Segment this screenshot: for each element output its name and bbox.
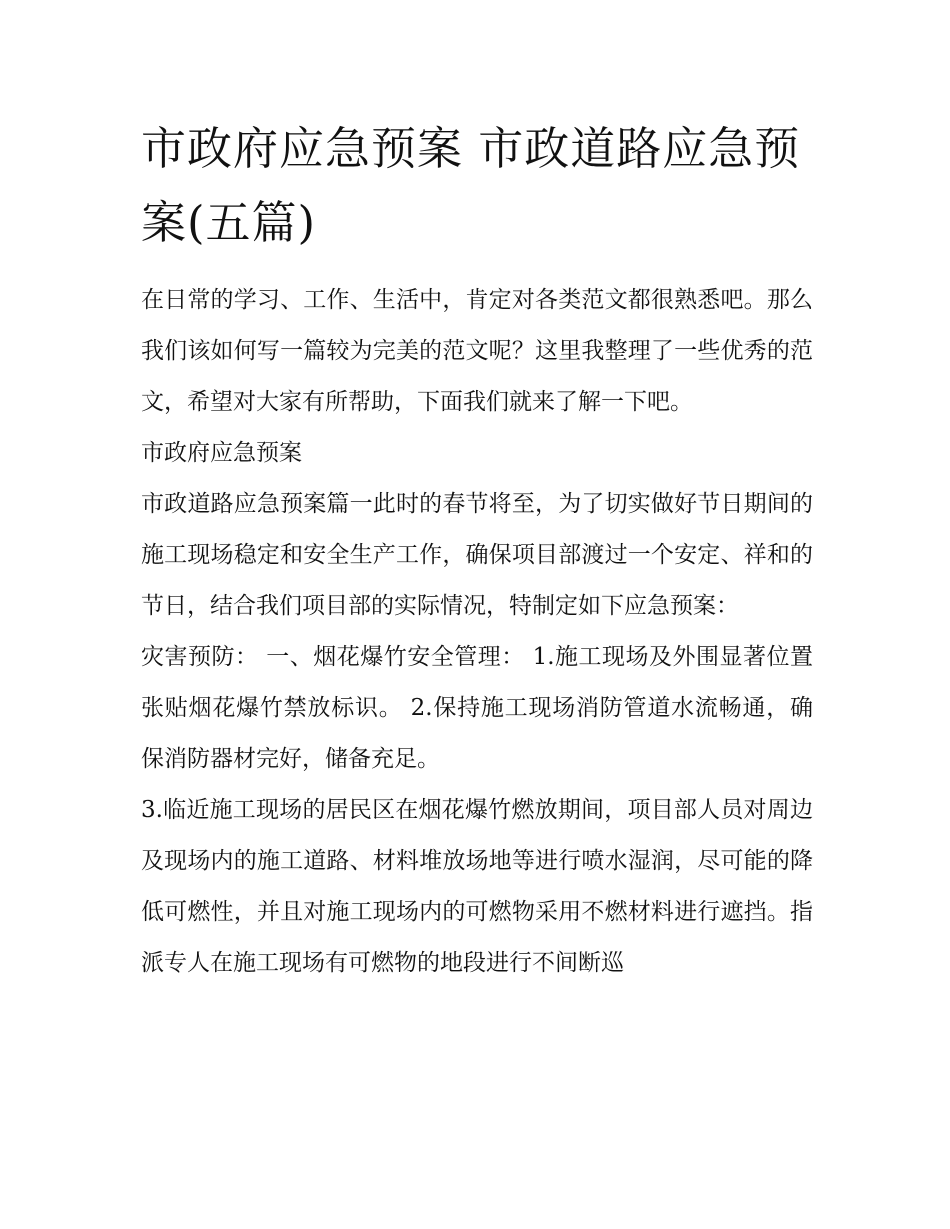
document-title: 市政府应急预案 市政道路应急预案(五篇) <box>141 122 801 249</box>
section-heading: 市政府应急预案 <box>141 440 302 466</box>
document-body <box>141 112 813 989</box>
body-paragraph: 市政道路应急预案篇一此时的春节将至，为了切实做好节日期间的施工现场稳定和安全生产工作，确保项目部渡过一个安定、祥和的节日，结合我们项目部的实际情况，特制定如下应急预案： <box>141 491 813 619</box>
intro-paragraph: 在日常的学习、工作、生活中，肯定对各类范文都很熟悉吧。那么我们该如何写一篇较为完美的范文呢？这里我整理了一些优秀的范文，希望对大家有所帮助，下面我们就来了解一下吧。 <box>141 287 813 415</box>
body-paragraph: 3.临近施工现场的居民区在烟花爆竹燃放期间，项目部人员对周边及现场内的施工道路、材料堆放场地等进行喷水湿润，尽可能的降低可燃性，并且对施工现场内的可燃物采用不燃材料进行遮挡。指派专人在施工现场有可燃物的地段进行不间断巡 <box>141 797 813 976</box>
body-paragraph: 灾害预防： 一、烟花爆竹安全管理： 1.施工现场及外围显著位置张贴烟花爆竹禁放标识。 2.保持施工现场消防管道水流畅通，确保消防器材完好，储备充足。 <box>141 644 813 772</box>
